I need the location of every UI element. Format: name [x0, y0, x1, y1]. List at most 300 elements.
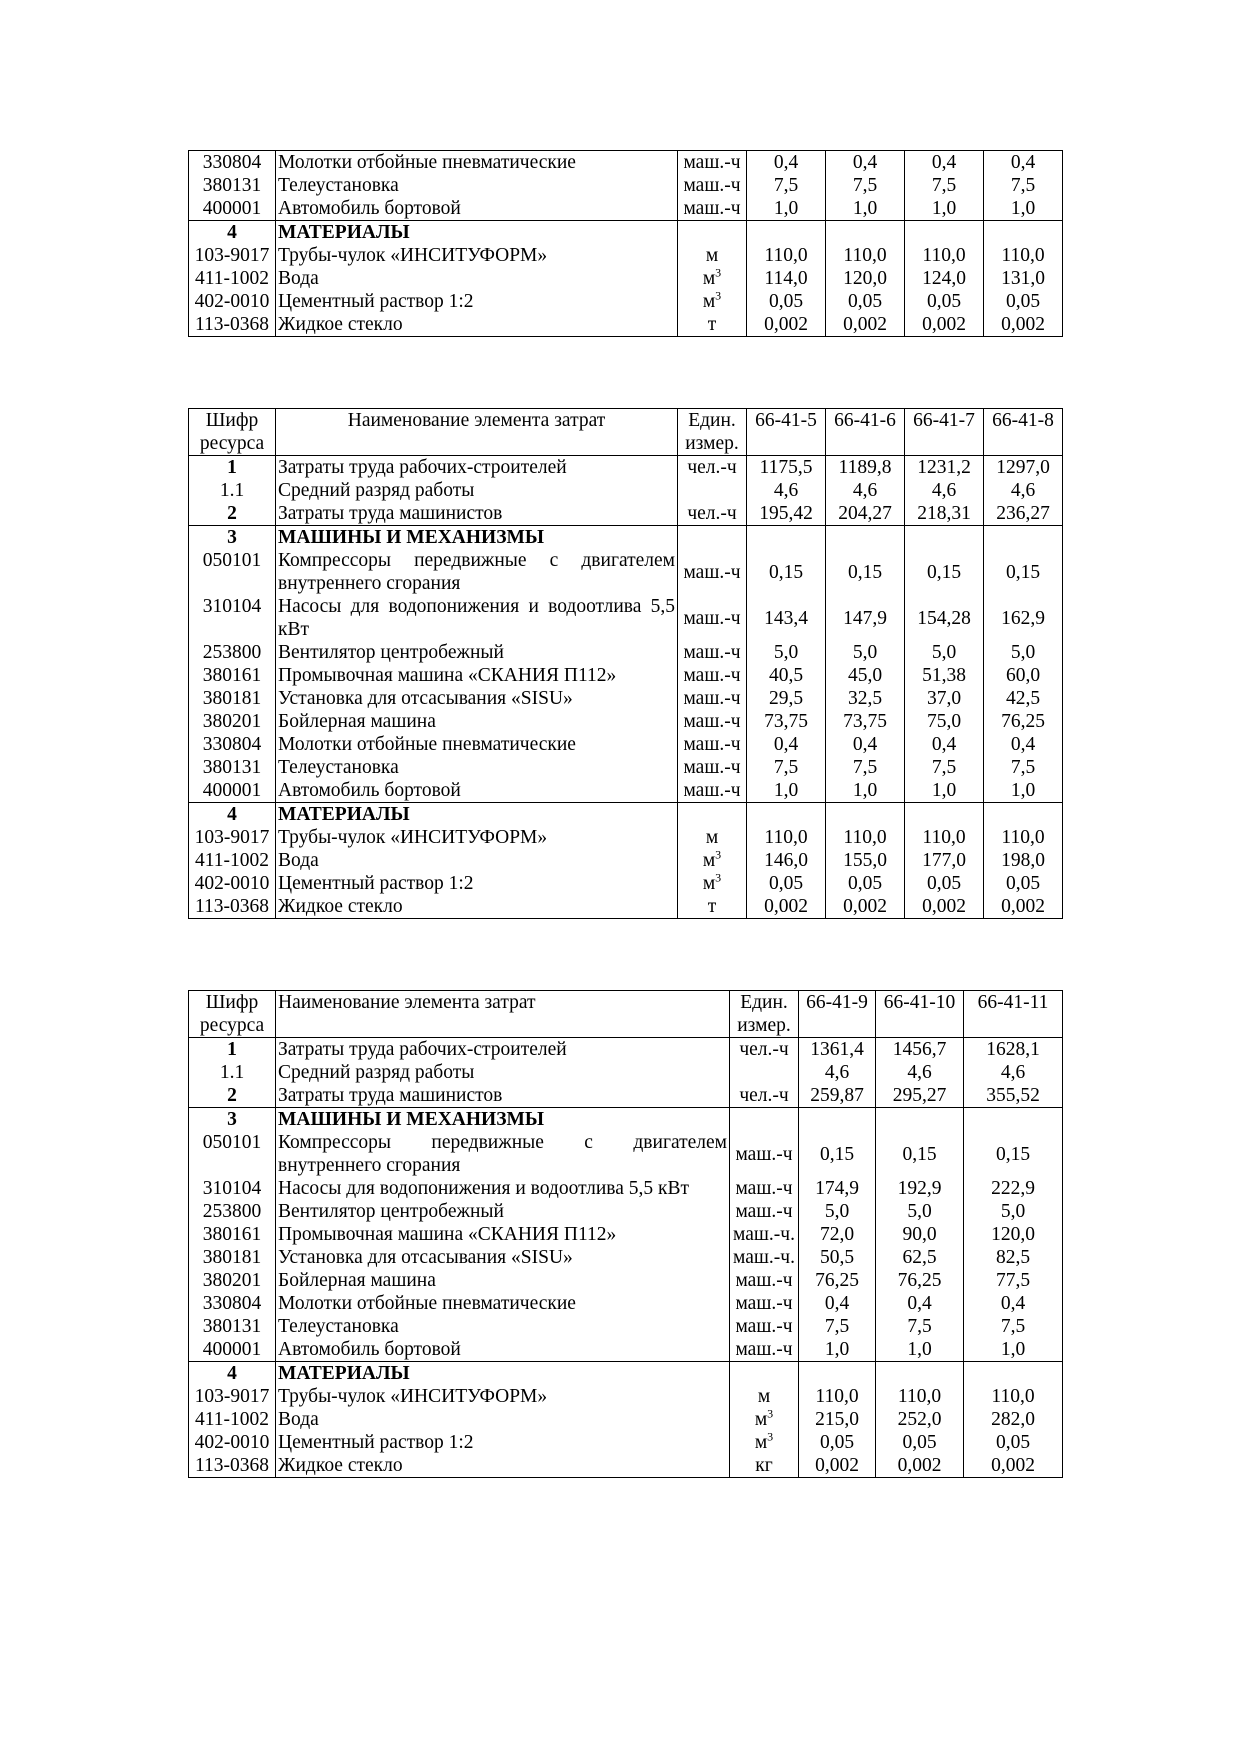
- value-cell: 76,25: [799, 1269, 876, 1292]
- resource-code: 400001: [189, 197, 276, 221]
- section-code: 4: [189, 221, 276, 245]
- table-row: [189, 1315, 1063, 1338]
- value-cell: 0,05: [964, 1431, 1063, 1454]
- labor-block: [189, 1038, 1063, 1108]
- table-row: [189, 1223, 1063, 1246]
- value-cell: 72,0: [799, 1223, 876, 1246]
- table-row: [189, 456, 1063, 480]
- table-row: [189, 549, 1063, 595]
- value-cell: 0,002: [984, 895, 1063, 919]
- section-row: [189, 221, 1063, 245]
- value-cell: 76,25: [876, 1269, 964, 1292]
- value-cell: 1,0: [747, 197, 826, 221]
- resource-code: 113-0368: [189, 1454, 276, 1478]
- unit-cell: [678, 595, 747, 641]
- value-cell: 1,0: [799, 1338, 876, 1362]
- unit-cell: [678, 687, 747, 710]
- unit-cell: [678, 174, 747, 197]
- table-row: [189, 1038, 1063, 1062]
- value-cell: 198,0: [984, 849, 1063, 872]
- value-cell: 195,42: [747, 502, 826, 526]
- table-row: [189, 244, 1063, 267]
- resource-name: Трубы-чулок «ИНСИТУФОРМ»: [276, 244, 678, 267]
- value-cell: 192,9: [876, 1177, 964, 1200]
- empty-cell: [964, 1362, 1063, 1386]
- value-cell: 1,0: [747, 779, 826, 803]
- resource-code: 380181: [189, 1246, 276, 1269]
- value-cell: 1628,1: [964, 1038, 1063, 1062]
- unit-cell: [678, 244, 747, 267]
- value-cell: 4,6: [799, 1061, 876, 1084]
- value-cell: 114,0: [747, 267, 826, 290]
- resource-name: Вода: [276, 1408, 730, 1431]
- value-cell: 1,0: [876, 1338, 964, 1362]
- unit: чел.-ч: [739, 1039, 789, 1060]
- unit-cell: [730, 1385, 799, 1408]
- table-row: [189, 895, 1063, 919]
- resource-table-continued: [188, 150, 1063, 337]
- resource-name: Компрессоры передвижные с двигателем внутреннего сгорания: [276, 549, 678, 595]
- value-cell: 1189,8: [826, 456, 905, 480]
- value-cell: 42,5: [984, 687, 1063, 710]
- value-cell: 204,27: [826, 502, 905, 526]
- resource-code: 103-9017: [189, 244, 276, 267]
- resource-code: 411-1002: [189, 1408, 276, 1431]
- resource-name: Цементный раствор 1:2: [276, 290, 678, 313]
- value-cell: 82,5: [964, 1246, 1063, 1269]
- empty-cell: [964, 1108, 1063, 1132]
- resource-name: Промывочная машина «СКАНИЯ П112»: [276, 1223, 730, 1246]
- value-cell: 7,5: [984, 174, 1063, 197]
- value-cell: 1,0: [964, 1338, 1063, 1362]
- value-cell: 5,0: [984, 641, 1063, 664]
- unit-cell: [678, 756, 747, 779]
- resource-code: 310104: [189, 1177, 276, 1200]
- resource-code: 402-0010: [189, 1431, 276, 1454]
- table-row: [189, 687, 1063, 710]
- value-cell: 5,0: [876, 1200, 964, 1223]
- empty-cell: [905, 221, 984, 245]
- machines-block: [189, 526, 1063, 803]
- unit: м: [705, 245, 719, 266]
- value-cell: 0,002: [799, 1454, 876, 1478]
- value-cell: 0,4: [876, 1292, 964, 1315]
- unit: маш.-ч: [735, 1316, 793, 1337]
- table-row: [189, 1084, 1063, 1108]
- table-row: [189, 710, 1063, 733]
- value-cell: 4,6: [905, 479, 984, 502]
- unit-cell: [730, 1084, 799, 1108]
- resource-code: 402-0010: [189, 872, 276, 895]
- value-cell: 29,5: [747, 687, 826, 710]
- value-cell: 110,0: [747, 826, 826, 849]
- value-cell: 7,5: [747, 174, 826, 197]
- resource-code: 310104: [189, 595, 276, 641]
- value-cell: 51,38: [905, 664, 984, 687]
- value-cell: 32,5: [826, 687, 905, 710]
- unit: м: [754, 1432, 768, 1453]
- resource-code: 103-9017: [189, 826, 276, 849]
- table-row: [189, 641, 1063, 664]
- table-row: [189, 1061, 1063, 1084]
- resource-name: Молотки отбойные пневматические: [276, 151, 678, 175]
- value-cell: 110,0: [799, 1385, 876, 1408]
- value-cell: 75,0: [905, 710, 984, 733]
- unit-cell: [678, 313, 747, 337]
- value-cell: 0,15: [984, 549, 1063, 595]
- unit: маш.-ч: [683, 642, 741, 663]
- resource-code: 380201: [189, 1269, 276, 1292]
- resource-code: 330804: [189, 733, 276, 756]
- value-cell: 162,9: [984, 595, 1063, 641]
- value-cell: 0,4: [905, 151, 984, 175]
- unit: м: [705, 827, 719, 848]
- resource-code: 380131: [189, 1315, 276, 1338]
- unit-cell: [730, 1131, 799, 1177]
- value-cell: 1175,5: [747, 456, 826, 480]
- value-cell: 0,05: [984, 290, 1063, 313]
- resource-name: Телеустановка: [276, 756, 678, 779]
- resource-name: Автомобиль бортовой: [276, 197, 678, 221]
- value-cell: 7,5: [747, 756, 826, 779]
- unit-cell: [678, 197, 747, 221]
- resource-name: Цементный раствор 1:2: [276, 1431, 730, 1454]
- unit-cell: [678, 664, 747, 687]
- resource-name: Установка для отсасывания «SISU»: [276, 687, 678, 710]
- resource-name: Автомобиль бортовой: [276, 1338, 730, 1362]
- table-row: [189, 1200, 1063, 1223]
- table-row: [189, 1454, 1063, 1478]
- value-cell: 0,05: [905, 872, 984, 895]
- unit: м: [702, 850, 716, 871]
- value-cell: 40,5: [747, 664, 826, 687]
- unit: чел.-ч: [687, 457, 737, 478]
- table-row: [189, 849, 1063, 872]
- value-cell: 50,5: [799, 1246, 876, 1269]
- labor-block: [189, 456, 1063, 526]
- unit: т: [707, 314, 717, 335]
- resource-code: 380181: [189, 687, 276, 710]
- value-cell: 146,0: [747, 849, 826, 872]
- machines-block: [189, 1108, 1063, 1362]
- unit: маш.-ч: [735, 1293, 793, 1314]
- value-cell: 0,4: [984, 733, 1063, 756]
- value-cell: 77,5: [964, 1269, 1063, 1292]
- resource-name: Бойлерная машина: [276, 710, 678, 733]
- value-cell: 5,0: [747, 641, 826, 664]
- table-row: [189, 1246, 1063, 1269]
- unit: маш.-ч: [683, 175, 741, 196]
- table-row: [189, 756, 1063, 779]
- value-cell: 0,002: [964, 1454, 1063, 1478]
- unit: маш.-ч: [683, 607, 741, 629]
- table-row: [189, 826, 1063, 849]
- table-row: [189, 733, 1063, 756]
- value-cell: 143,4: [747, 595, 826, 641]
- unit-exponent: 3: [767, 1406, 774, 1421]
- value-cell: 76,25: [984, 710, 1063, 733]
- value-cell: 0,15: [876, 1131, 964, 1177]
- materials-block: [189, 1362, 1063, 1478]
- resource-code: 411-1002: [189, 267, 276, 290]
- resource-code: 380131: [189, 174, 276, 197]
- value-cell: 1231,2: [905, 456, 984, 480]
- empty-cell: [905, 526, 984, 550]
- value-cell: 0,4: [747, 733, 826, 756]
- empty-cell: [678, 526, 747, 550]
- value-cell: 4,6: [984, 479, 1063, 502]
- empty-cell: [799, 1108, 876, 1132]
- header-code: Шифр ресурса: [189, 409, 276, 456]
- resource-code: 253800: [189, 641, 276, 664]
- value-cell: 0,05: [747, 290, 826, 313]
- empty-cell: [678, 221, 747, 245]
- header-col: 66-41-7: [905, 409, 984, 456]
- unit: чел.-ч: [739, 1085, 789, 1106]
- unit: маш.-ч: [735, 1339, 793, 1360]
- value-cell: 7,5: [799, 1315, 876, 1338]
- resource-name: Затраты труда машинистов: [276, 502, 678, 526]
- value-cell: 60,0: [984, 664, 1063, 687]
- value-cell: 73,75: [747, 710, 826, 733]
- resource-code: 1: [189, 456, 276, 480]
- header-col: 66-41-8: [984, 409, 1063, 456]
- resource-code: 411-1002: [189, 849, 276, 872]
- unit-cell: [678, 849, 747, 872]
- value-cell: 90,0: [876, 1223, 964, 1246]
- table-row: [189, 595, 1063, 641]
- unit: маш.-ч: [683, 688, 741, 709]
- section-code: 3: [189, 526, 276, 550]
- resource-name: Вода: [276, 849, 678, 872]
- value-cell: 252,0: [876, 1408, 964, 1431]
- unit-cell: [678, 826, 747, 849]
- value-cell: 110,0: [747, 244, 826, 267]
- empty-cell: [730, 1362, 799, 1386]
- resource-code: 1.1: [189, 479, 276, 502]
- unit-cell: [730, 1061, 799, 1084]
- unit-cell: [678, 779, 747, 803]
- unit: кг: [755, 1455, 773, 1476]
- value-cell: 120,0: [964, 1223, 1063, 1246]
- value-cell: 1456,7: [876, 1038, 964, 1062]
- value-cell: 0,4: [799, 1292, 876, 1315]
- unit-cell: [730, 1408, 799, 1431]
- value-cell: 110,0: [984, 826, 1063, 849]
- resource-name: Телеустановка: [276, 1315, 730, 1338]
- table-row: [189, 290, 1063, 313]
- unit: маш.-ч: [683, 152, 741, 173]
- resource-name: Вентилятор центробежный: [276, 1200, 730, 1223]
- unit-cell: [678, 456, 747, 480]
- value-cell: 120,0: [826, 267, 905, 290]
- materials-block: [189, 221, 1063, 337]
- value-cell: 0,002: [826, 313, 905, 337]
- resource-code: 103-9017: [189, 1385, 276, 1408]
- unit-exponent: 3: [715, 265, 722, 280]
- value-cell: 110,0: [905, 244, 984, 267]
- table-row: [189, 1385, 1063, 1408]
- value-cell: 0,05: [747, 872, 826, 895]
- section-row: [189, 1108, 1063, 1132]
- unit: маш.-ч: [683, 780, 741, 801]
- table-header: [189, 409, 1063, 456]
- resource-name: Автомобиль бортовой: [276, 779, 678, 803]
- unit-cell: [730, 1431, 799, 1454]
- value-cell: 0,002: [905, 313, 984, 337]
- resource-name: Промывочная машина «СКАНИЯ П112»: [276, 664, 678, 687]
- unit: маш.-ч: [683, 757, 741, 778]
- value-cell: 5,0: [799, 1200, 876, 1223]
- section-row: [189, 526, 1063, 550]
- unit: маш.-ч: [683, 561, 741, 583]
- empty-cell: [984, 803, 1063, 827]
- value-cell: 110,0: [826, 244, 905, 267]
- unit: маш.-ч: [735, 1270, 793, 1291]
- empty-cell: [799, 1362, 876, 1386]
- unit: м: [702, 268, 716, 289]
- table-header: [189, 991, 1063, 1038]
- unit-cell: [678, 710, 747, 733]
- section-title: МАШИНЫ И МЕХАНИЗМЫ: [276, 1108, 730, 1132]
- value-cell: 110,0: [876, 1385, 964, 1408]
- value-cell: 0,4: [826, 151, 905, 175]
- value-cell: 1,0: [905, 197, 984, 221]
- section-row: [189, 803, 1063, 827]
- value-cell: 218,31: [905, 502, 984, 526]
- resource-name: Молотки отбойные пневматические: [276, 733, 678, 756]
- empty-cell: [747, 803, 826, 827]
- value-cell: 7,5: [876, 1315, 964, 1338]
- unit-cell: [678, 290, 747, 313]
- resource-code: 380131: [189, 756, 276, 779]
- value-cell: 0,4: [984, 151, 1063, 175]
- value-cell: 110,0: [984, 244, 1063, 267]
- section-code: 4: [189, 803, 276, 827]
- unit: м: [757, 1386, 771, 1407]
- unit: м: [754, 1409, 768, 1430]
- resource-code: 050101: [189, 1131, 276, 1177]
- value-cell: 7,5: [826, 174, 905, 197]
- unit: чел.-ч: [687, 503, 737, 524]
- unit: маш.-ч: [683, 711, 741, 732]
- resource-code: 330804: [189, 1292, 276, 1315]
- unit: маш.-ч: [735, 1201, 793, 1222]
- empty-cell: [826, 803, 905, 827]
- resource-code: 380161: [189, 1223, 276, 1246]
- unit-cell: [730, 1177, 799, 1200]
- resource-code: 400001: [189, 779, 276, 803]
- value-cell: 1,0: [826, 779, 905, 803]
- value-cell: 37,0: [905, 687, 984, 710]
- resource-code: 380201: [189, 710, 276, 733]
- value-cell: 177,0: [905, 849, 984, 872]
- resource-code: 2: [189, 502, 276, 526]
- value-cell: 174,9: [799, 1177, 876, 1200]
- header-unit: Един. измер.: [678, 409, 747, 456]
- table-row: [189, 1431, 1063, 1454]
- unit-cell: [678, 641, 747, 664]
- unit-cell: [730, 1246, 799, 1269]
- table-row: [189, 479, 1063, 502]
- header-code: Шифр ресурса: [189, 991, 276, 1038]
- table-row: [189, 1292, 1063, 1315]
- empty-cell: [826, 221, 905, 245]
- value-cell: 1,0: [905, 779, 984, 803]
- header-col: 66-41-6: [826, 409, 905, 456]
- unit-exponent: 3: [715, 847, 722, 862]
- value-cell: 7,5: [905, 756, 984, 779]
- section-title: МАТЕРИАЛЫ: [276, 803, 678, 827]
- section-title: МАШИНЫ И МЕХАНИЗМЫ: [276, 526, 678, 550]
- value-cell: 0,15: [799, 1131, 876, 1177]
- empty-cell: [984, 221, 1063, 245]
- resource-name: Затраты труда рабочих-строителей: [276, 456, 678, 480]
- resource-name: Жидкое стекло: [276, 313, 678, 337]
- resource-name: Жидкое стекло: [276, 1454, 730, 1478]
- section-title: МАТЕРИАЛЫ: [276, 1362, 730, 1386]
- unit-cell: [730, 1223, 799, 1246]
- empty-cell: [678, 803, 747, 827]
- value-cell: 124,0: [905, 267, 984, 290]
- resource-name: Насосы для водопонижения и водоотлива 5,5 кВт: [276, 1177, 730, 1200]
- header-col: 66-41-5: [747, 409, 826, 456]
- resource-name: Установка для отсасывания «SISU»: [276, 1246, 730, 1269]
- unit: маш.-ч: [735, 1143, 793, 1165]
- resource-code: 380161: [189, 664, 276, 687]
- table-row: [189, 779, 1063, 803]
- resource-name: Затраты труда машинистов: [276, 1084, 730, 1108]
- empty-cell: [826, 526, 905, 550]
- value-cell: 0,4: [964, 1292, 1063, 1315]
- value-cell: 147,9: [826, 595, 905, 641]
- resource-name: Трубы-чулок «ИНСИТУФОРМ»: [276, 826, 678, 849]
- value-cell: 7,5: [964, 1315, 1063, 1338]
- resource-code: 1: [189, 1038, 276, 1062]
- unit-cell: [730, 1315, 799, 1338]
- table-row: [189, 197, 1063, 221]
- value-cell: 62,5: [876, 1246, 964, 1269]
- machines-tail-block: [189, 151, 1063, 221]
- resource-name: Молотки отбойные пневматические: [276, 1292, 730, 1315]
- empty-cell: [905, 803, 984, 827]
- empty-cell: [984, 526, 1063, 550]
- table-row: [189, 1269, 1063, 1292]
- unit: т: [707, 896, 717, 917]
- empty-cell: [876, 1108, 964, 1132]
- value-cell: 0,002: [747, 313, 826, 337]
- resource-name: Вода: [276, 267, 678, 290]
- value-cell: 5,0: [964, 1200, 1063, 1223]
- value-cell: 0,002: [984, 313, 1063, 337]
- value-cell: 0,4: [826, 733, 905, 756]
- header-name: Наименование элемента затрат: [276, 409, 678, 456]
- resource-code: 402-0010: [189, 290, 276, 313]
- section-row: [189, 1362, 1063, 1386]
- value-cell: 0,002: [905, 895, 984, 919]
- resource-name: Насосы для водопонижения и водоотлива 5,5 кВт: [276, 595, 678, 641]
- unit-cell: [678, 479, 747, 502]
- section-code: 3: [189, 1108, 276, 1132]
- section-code: 4: [189, 1362, 276, 1386]
- value-cell: 0,05: [826, 290, 905, 313]
- table-row: [189, 1408, 1063, 1431]
- resource-code: 400001: [189, 1338, 276, 1362]
- header-unit: Един. измер.: [730, 991, 799, 1038]
- resource-name: Цементный раствор 1:2: [276, 872, 678, 895]
- value-cell: 1,0: [826, 197, 905, 221]
- value-cell: 7,5: [826, 756, 905, 779]
